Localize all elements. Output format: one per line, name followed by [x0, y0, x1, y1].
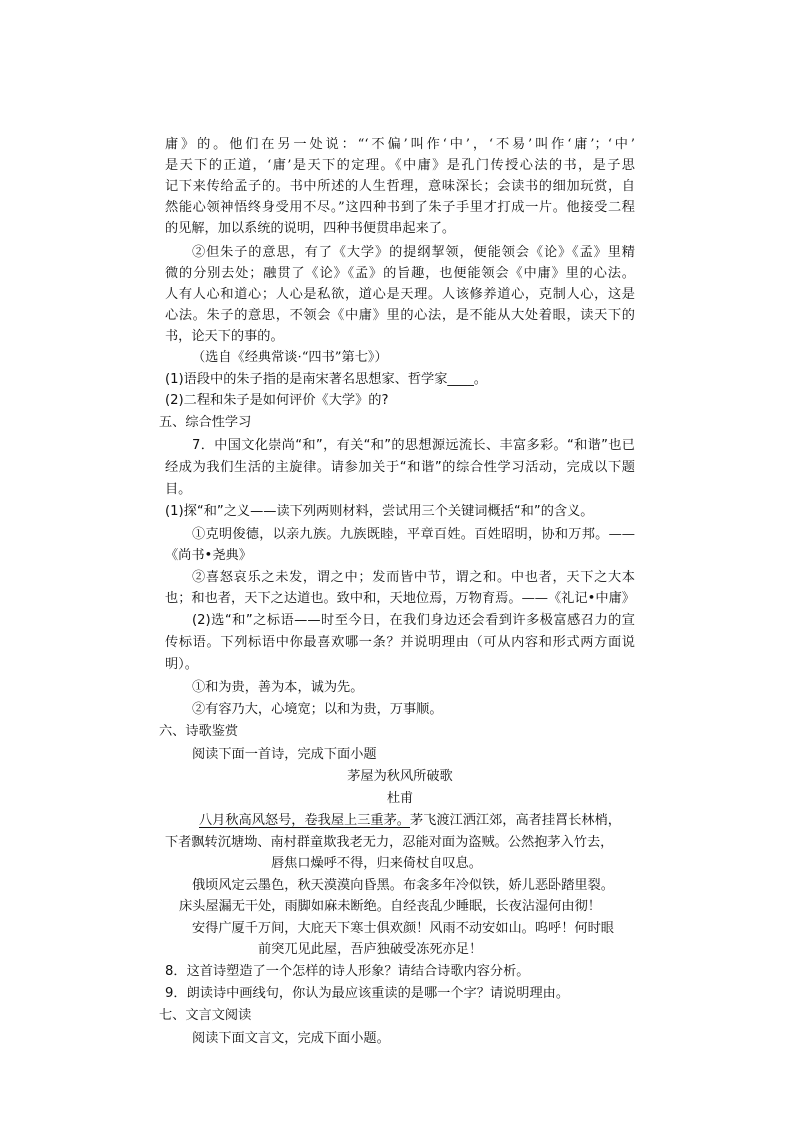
underlined-verse: 八月秋高风怒号，卷我屋上三重茅。: [199, 813, 410, 828]
poem-line: 安得广厦千万间，大庇天下寒士俱欢颜！风雨不动安如山。呜呼！何时眼: [192, 921, 614, 936]
task-2-line: (2)选“和”之标语——时至今日，在我们身边还会看到许多极富感召力的宣: [192, 613, 635, 628]
poem-line: 前突兀见此屋，吾庐独破受冻死亦足！: [258, 942, 483, 957]
poem-line-rest: 茅飞渡江洒江郊，高者挂罥长林梢，: [410, 813, 621, 828]
task-2-line: 明）。: [165, 657, 198, 672]
poem-line: [199, 811, 621, 831]
task-1: (1)探“和”之义——读下列两则材料，尝试用三个关键词概括“和”的含义。: [165, 504, 594, 519]
passage-line: 庸》的。他们在另一处说：“‘不偏’叫作‘中’，‘不易’叫作‘庸’；‘中’: [165, 137, 635, 152]
passage-line: 人有人心和道心；人心是私欲，道心是天理。人该修养道心，克制人心，这是: [165, 287, 635, 302]
question-1: (1)语段中的朱子指的是南宋著名思想家、哲学家____。: [165, 372, 487, 387]
section-instruction: 阅读下面文言文，完成下面小题。: [192, 1031, 390, 1046]
slogan-2: ②有容乃大，心境宽；以和为贵，万事顺。: [192, 702, 443, 717]
material-2-line: 也；和也者，天下之达道也。致中和，天地位焉，万物育焉。——《礼记•中庸》: [165, 591, 635, 606]
q7-intro-line: 目。: [165, 482, 192, 497]
poem-author: 杜甫: [386, 791, 414, 806]
poem-line: 唇焦口燥呼不得，归来倚杖自叹息。: [271, 856, 482, 871]
question-9: 9．朗读诗中画线句，你认为最应该重读的是哪一个字？请说明理由。: [165, 986, 570, 1001]
passage-line: 微的分别去处；融贯了《论》《孟》的旨趣，也便能领会《中庸》里的心法。: [165, 266, 635, 281]
question-2: (2)二程和朱子是如何评价《大学》的?: [165, 393, 389, 408]
poem-line: 床头屋漏无干处，雨脚如麻未断绝。自经丧乱少睡眠，长夜沾湿何由彻！: [179, 899, 601, 914]
q7-intro-line: 经成为我们生活的主旋律。请参加关于“和谐”的综合性学习活动，完成以下题: [165, 460, 635, 475]
passage-line: 书，论天下的事的。: [165, 329, 284, 344]
q7-intro-line: 7．中国文化崇尚“和”，有关“和”的思想源远流长、丰富多彩。“和谐”也已: [192, 438, 635, 453]
question-8: 8．这首诗塑造了一个怎样的诗人形象？请结合诗歌内容分析。: [165, 964, 530, 979]
section-heading: 五、综合性学习: [159, 415, 252, 430]
passage-line: 是天下的正道，‘庸’是天下的定理。《中庸》是孔门传授心法的书，是子思: [165, 158, 635, 173]
passage-line: 的见解，加以系统的说明，四种书便贯串起来了。: [165, 221, 456, 236]
passage-line: 心法。朱子的意思，不领会《中庸》里的心法，是不能从大处着眼，读天下的: [165, 308, 635, 323]
section-heading: 七、文言文阅读: [159, 1008, 252, 1023]
poem-title: 茅屋为秋风所破歌: [347, 769, 453, 784]
section-instruction: 阅读下面一首诗，完成下面小题: [192, 747, 377, 762]
section-heading: 六、诗歌鉴赏: [159, 724, 239, 739]
material-1-line: ①克明俊德，以亲九族。九族既睦，平章百姓。百姓昭明，协和万邦。——: [192, 527, 635, 542]
slogan-1: ①和为贵，善为本，诚为先。: [192, 680, 364, 695]
poem-line: 俄顷风定云墨色，秋天漠漠向昏黑。布衾多年冷似铁，娇儿恶卧踏里裂。: [192, 878, 614, 893]
task-2-line: 传标语。下列标语中你最喜欢哪一条？并说明理由（可从内容和形式两方面说: [165, 635, 635, 650]
passage-source: （选自《经典常谈·“四书”第七》）: [192, 350, 388, 365]
passage-line: 记下来传给孟子的。书中所述的人生哲理，意味深长；会读书的细加玩赏，自: [165, 179, 635, 194]
passage-line: ②但朱子的意思，有了《大学》的提纲挈领，便能领会《论》《孟》里精: [192, 245, 635, 260]
passage-line: 然能心领神悟终身受用不尽。”这四种书到了朱子手里才打成一片。他接受二程: [165, 200, 635, 215]
material-1-line: 《尚书•尧典》: [165, 548, 252, 563]
material-2-line: ②喜怒哀乐之未发，谓之中；发而皆中节，谓之和。中也者，天下之大本: [192, 570, 635, 585]
poem-line: 下者飘转沉塘坳、南村群童欺我老无力，忍能对面为盗贼。公然抱茅入竹去，: [165, 835, 614, 850]
